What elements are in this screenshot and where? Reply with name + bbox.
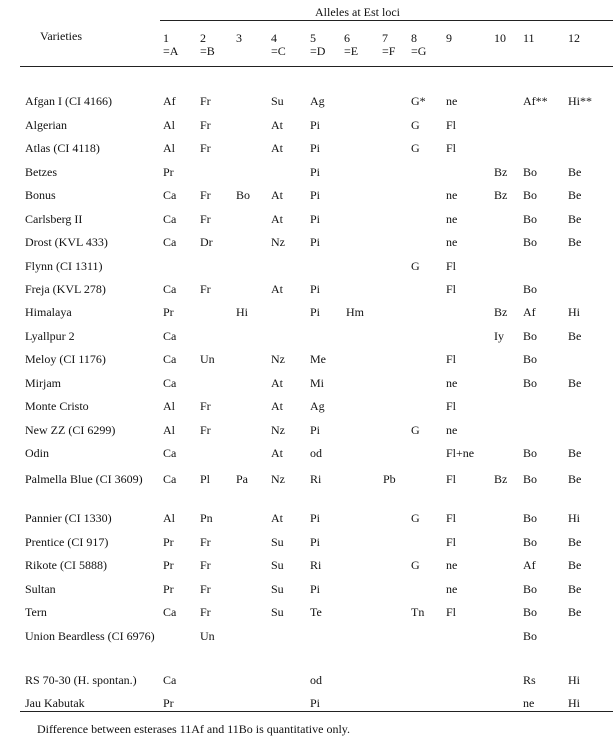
allele-cell-locus-12: Be [568,376,582,390]
allele-cell-locus-4: At [271,511,283,525]
allele-cell-locus-10: Iy [494,329,504,343]
allele-cell-locus-1: Ca [163,673,177,687]
allele-cell-locus-5: Pi [310,212,321,226]
allele-cell-locus-11: Bo [523,535,538,549]
variety-name: Algerian [25,118,67,132]
header-rule [20,66,613,67]
allele-cell-locus-4: Su [271,558,284,572]
locus-6-sub: =E [344,44,359,58]
allele-cell-locus-10: Bz [494,188,508,202]
allele-cell-locus-12: Be [568,582,582,596]
allele-cell-locus-5: Ag [310,94,325,108]
allele-cell-locus-4: At [271,399,283,413]
allele-cell-locus-11: Bo [523,582,538,596]
allele-cell-locus-1: Ca [163,472,177,486]
allele-cell-locus-5: Pi [310,282,321,296]
allele-cell-locus-2: Un [200,629,215,643]
allele-cell-locus-10: Bz [494,472,508,486]
allele-cell-locus-1: Ca [163,212,177,226]
allele-cell-locus-11: Rs [523,673,536,687]
allele-cell-locus-1: Ca [163,605,177,619]
allele-cell-locus-12: Be [568,235,582,249]
allele-cell-locus-5: Te [310,605,322,619]
allele-cell-locus-1: Al [163,118,175,132]
allele-cell-locus-9: Fl [446,141,457,155]
variety-name: Betzes [25,165,57,179]
locus-10-number: 10 [494,31,506,45]
allele-cell-locus-8: Tn [411,605,425,619]
variety-name: Meloy (CI 1176) [25,352,106,366]
allele-cell-locus-5: Pi [310,118,321,132]
allele-cell-locus-2: Fr [200,118,211,132]
allele-cell-locus-9: ne [446,558,458,572]
allele-cell-locus-9: Fl [446,605,457,619]
locus-11-header [523,32,535,45]
allele-cell-locus-1: Ca [163,329,177,343]
allele-cell-locus-9: Fl [446,535,457,549]
allele-cell-locus-3: Bo [236,188,251,202]
allele-cell-locus-11: Bo [523,282,538,296]
allele-cell-locus-2: Fr [200,535,211,549]
allele-cell-locus-1: Pr [163,535,174,549]
allele-cell-locus-11: Bo [523,472,538,486]
allele-cell-locus-4: At [271,376,283,390]
allele-cell-locus-12: Be [568,605,582,619]
allele-cell-locus-5: Pi [310,141,321,155]
variety-name: Afgan I (CI 4166) [25,94,112,108]
allele-cell-locus-12: Be [568,188,582,202]
allele-cell-locus-11: ne [523,696,535,710]
variety-name: Sultan [25,582,56,596]
allele-cell-locus-9: ne [446,423,458,437]
allele-cell-locus-4: Su [271,535,284,549]
allele-cell-locus-5: Pi [310,165,321,179]
allele-cell-locus-1: Pr [163,696,174,710]
locus-5-sub: =D [310,44,326,58]
allele-cell-locus-1: Al [163,423,175,437]
allele-cell-locus-12: Hi [568,673,580,687]
allele-cell-locus-5: Ri [310,558,322,572]
allele-cell-locus-5: Ag [310,399,325,413]
allele-cell-locus-2: Fr [200,141,211,155]
variety-name: Monte Cristo [25,399,89,413]
allele-cell-locus-5: Pi [310,511,321,525]
allele-cell-locus-4: Nz [271,235,285,249]
allele-cell-locus-9: ne [446,94,458,108]
allele-cell-locus-1: Al [163,399,175,413]
allele-cell-locus-1: Pr [163,305,174,319]
locus-9-header [446,32,452,45]
allele-cell-locus-8: G [411,423,420,437]
allele-cell-locus-5: Mi [310,376,325,390]
locus-1-header [163,32,178,58]
variety-name: Flynn (CI 1311) [25,259,103,273]
locus-9-number: 9 [446,31,452,45]
locus-2-number: 2 [200,31,206,45]
locus-8-header [411,32,426,58]
allele-cell-locus-1: Pr [163,558,174,572]
locus-6-number: 6 [344,31,350,45]
variety-name: Himalaya [25,305,72,319]
variety-name: Pannier (CI 1330) [25,511,112,525]
allele-cell-locus-11: Bo [523,605,538,619]
allele-cell-locus-12: Be [568,329,582,343]
allele-cell-locus-11: Bo [523,188,538,202]
allele-cell-locus-9: ne [446,188,458,202]
locus-12-header [568,32,580,45]
allele-cell-locus-5: Pi [310,535,321,549]
allele-cell-locus-2: Fr [200,423,211,437]
allele-cell-locus-2: Fr [200,558,211,572]
allele-cell-locus-11: Af [523,558,536,572]
variety-name: Freja (KVL 278) [25,282,106,296]
locus-7-sub: =F [382,44,396,58]
allele-cell-locus-9: Fl [446,472,457,486]
locus-12-number: 12 [568,31,580,45]
allele-cell-locus-8: G* [411,94,426,108]
locus-5-header [310,32,325,58]
allele-cell-locus-12: Be [568,212,582,226]
variety-name: Bonus [25,188,56,202]
allele-cell-locus-1: Al [163,141,175,155]
allele-cell-locus-8: G [411,511,420,525]
locus-10-header [494,32,506,45]
allele-cell-locus-5: Pi [310,582,321,596]
locus-2-header [200,32,215,58]
allele-cell-locus-5: od [310,673,322,687]
allele-cell-locus-7: Pb [383,472,396,486]
allele-cell-locus-9: Fl [446,282,457,296]
allele-cell-locus-1: Al [163,511,175,525]
allele-cell-locus-2: Pn [200,511,213,525]
allele-cell-locus-2: Un [200,352,215,366]
allele-cell-locus-1: Ca [163,188,177,202]
allele-cell-locus-4: At [271,212,283,226]
allele-cell-locus-4: Su [271,605,284,619]
locus-4-number: 4 [271,31,277,45]
allele-cell-locus-11: Bo [523,629,538,643]
allele-cell-locus-8: G [411,141,420,155]
allele-cell-locus-9: Fl [446,399,457,413]
group-header-rule [160,20,613,21]
variety-name: Carlsberg II [25,212,83,226]
bottom-rule [20,711,613,712]
allele-cell-locus-5: Pi [310,423,321,437]
allele-cell-locus-11: Af** [523,94,548,108]
allele-cell-locus-11: Af [523,305,536,319]
allele-cell-locus-4: Nz [271,352,285,366]
allele-cell-locus-4: Nz [271,423,285,437]
allele-cell-locus-4: Su [271,94,284,108]
allele-cell-locus-5: Pi [310,696,321,710]
allele-cell-locus-11: Bo [523,511,538,525]
allele-cell-locus-8: G [411,118,420,132]
allele-cell-locus-2: Fr [200,94,211,108]
variety-name: Drost (KVL 433) [25,235,108,249]
variety-name: Union Beardless (CI 6976) [25,629,155,643]
allele-cell-locus-10: Bz [494,165,508,179]
allele-cell-locus-9: Fl [446,259,457,273]
allele-cell-locus-2: Fr [200,399,211,413]
allele-cell-locus-9: ne [446,235,458,249]
locus-7-number: 7 [382,31,388,45]
allele-cell-locus-4: At [271,141,283,155]
allele-cell-locus-9: Fl [446,352,457,366]
allele-cell-locus-4: At [271,188,283,202]
allele-cell-locus-5: od [310,446,322,460]
allele-cell-locus-10: Bz [494,305,508,319]
allele-cell-locus-12: Be [568,472,582,486]
allele-cell-locus-2: Fr [200,212,211,226]
allele-cell-locus-12: Be [568,165,582,179]
locus-4-header [271,32,286,58]
allele-cell-locus-2: Fr [200,605,211,619]
allele-cell-locus-4: At [271,282,283,296]
allele-cell-locus-11: Bo [523,165,538,179]
allele-cell-locus-12: Hi [568,696,580,710]
allele-cell-locus-3: Hi [236,305,248,319]
allele-cell-locus-11: Bo [523,446,538,460]
allele-cell-locus-9: Fl+ne [446,446,475,460]
allele-cell-locus-1: Ca [163,352,177,366]
allele-cell-locus-1: Pr [163,165,174,179]
locus-4-sub: =C [271,44,286,58]
allele-cell-locus-2: Fr [200,188,211,202]
allele-cell-locus-9: ne [446,212,458,226]
allele-cell-locus-11: Bo [523,235,538,249]
variety-name: Prentice (CI 917) [25,535,109,549]
allele-cell-locus-4: Nz [271,472,285,486]
allele-cell-locus-5: Me [310,352,326,366]
footnote: Difference between esterases 11Af and 11Bo is quantitative only. [37,722,351,736]
allele-cell-locus-12: Hi** [568,94,592,108]
allele-cell-locus-9: Fl [446,118,457,132]
allele-cell-locus-2: Fr [200,282,211,296]
allele-cell-locus-5: Pi [310,235,321,249]
allele-cell-locus-1: Pr [163,582,174,596]
allele-cell-locus-12: Hi [568,511,580,525]
allele-cell-locus-5: Pi [310,305,321,319]
allele-cell-locus-11: Bo [523,329,538,343]
locus-2-sub: =B [200,44,215,58]
variety-name: Atlas (CI 4118) [25,141,100,155]
allele-cell-locus-11: Bo [523,212,538,226]
allele-cell-locus-11: Bo [523,352,538,366]
variety-name: Odin [25,446,49,460]
allele-cell-locus-6: Hm [346,305,364,319]
locus-1-sub: =A [163,44,179,58]
allele-cell-locus-9: ne [446,376,458,390]
variety-name: Mirjam [25,376,61,390]
allele-cell-locus-2: Dr [200,235,213,249]
allele-cell-locus-4: At [271,118,283,132]
variety-name: Jau Kabutak [25,696,85,710]
locus-8-sub: =G [411,44,427,58]
allele-cell-locus-5: Pi [310,188,321,202]
allele-cell-locus-4: At [271,446,283,460]
allele-cell-locus-1: Ca [163,376,177,390]
allele-cell-locus-2: Fr [200,582,211,596]
locus-7-header [382,32,395,58]
variety-name: Palmella Blue (CI 3609) [25,472,143,486]
varieties-header: Varieties [40,29,82,43]
variety-name: RS 70-30 (H. spontan.) [25,673,137,687]
variety-name: New ZZ (CI 6299) [25,423,116,437]
allele-cell-locus-8: G [411,259,420,273]
allele-cell-locus-12: Be [568,535,582,549]
allele-cell-locus-9: ne [446,582,458,596]
allele-cell-locus-12: Hi [568,305,580,319]
allele-cell-locus-1: Af [163,94,176,108]
variety-name: Lyallpur 2 [25,329,75,343]
allele-cell-locus-4: Su [271,582,284,596]
allele-cell-locus-11: Bo [523,376,538,390]
locus-5-number: 5 [310,31,316,45]
locus-11-number: 11 [523,31,535,45]
locus-1-number: 1 [163,31,169,45]
allele-cell-locus-12: Be [568,446,582,460]
allele-cell-locus-9: Fl [446,511,457,525]
locus-8-number: 8 [411,31,417,45]
locus-3-header [236,32,242,45]
allele-cell-locus-8: G [411,558,420,572]
allele-cell-locus-3: Pa [236,472,248,486]
allele-cell-locus-5: Ri [310,472,322,486]
locus-6-header [344,32,358,58]
variety-name: Rikote (CI 5888) [25,558,107,572]
allele-cell-locus-2: Pl [200,472,211,486]
allele-cell-locus-1: Ca [163,282,177,296]
allele-cell-locus-1: Ca [163,235,177,249]
allele-cell-locus-12: Be [568,558,582,572]
variety-name: Tern [25,605,47,619]
locus-3-number: 3 [236,31,242,45]
group-header: Alleles at Est loci [315,5,400,19]
allele-cell-locus-1: Ca [163,446,177,460]
